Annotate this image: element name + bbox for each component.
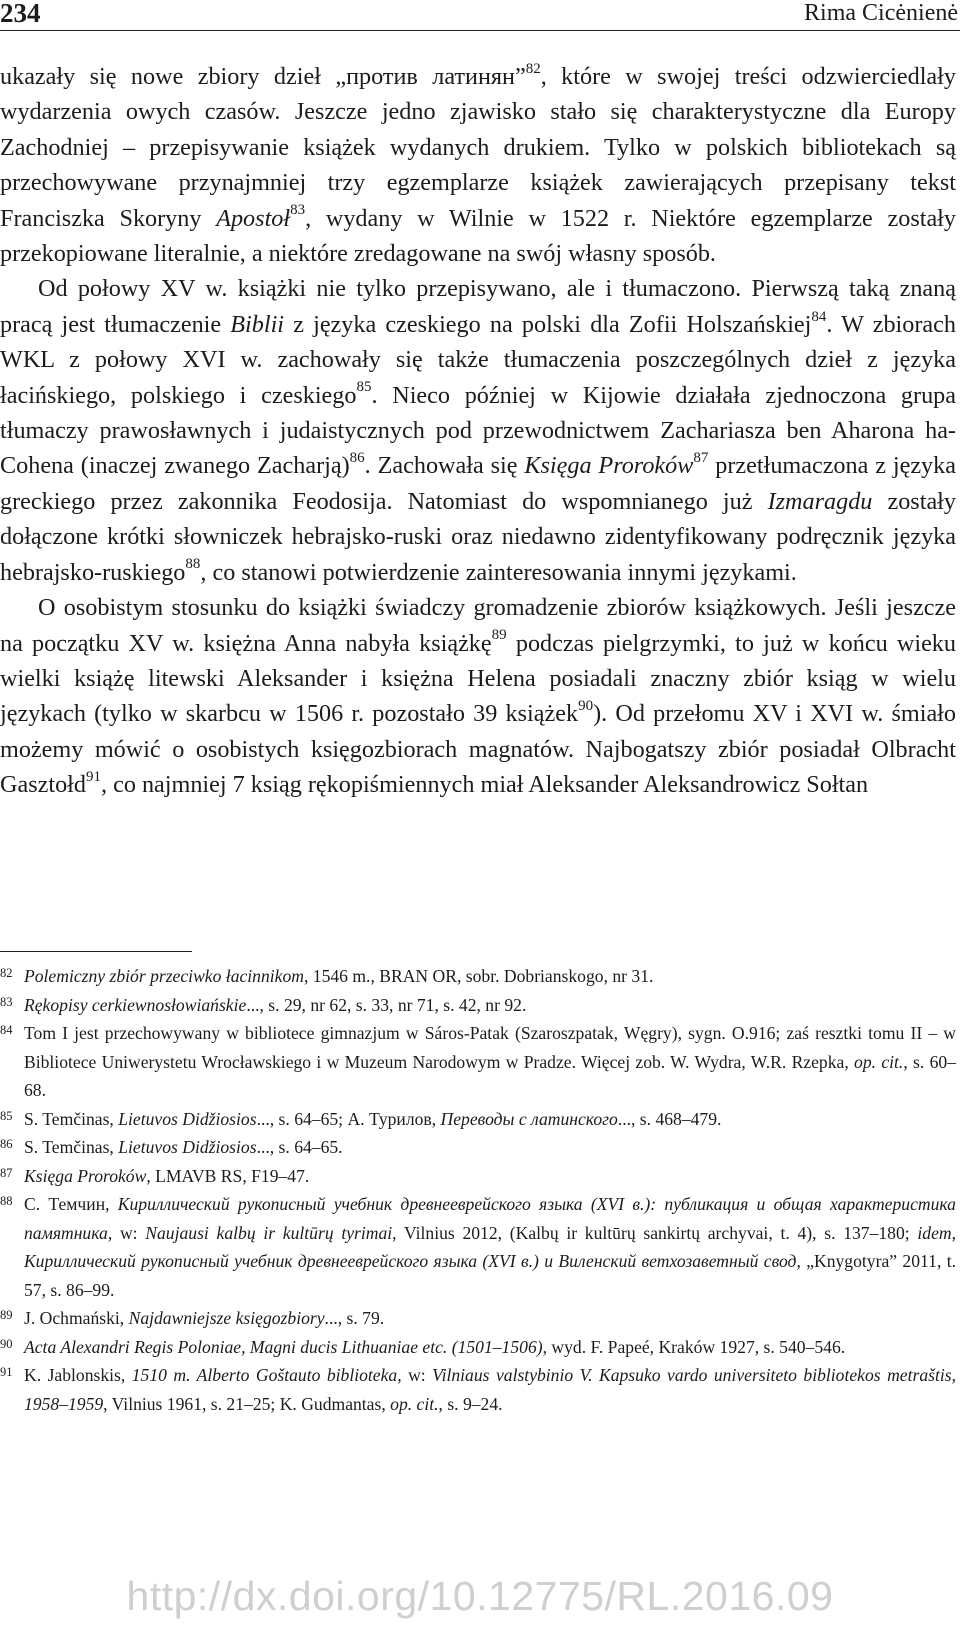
footnote-ref: 88	[185, 556, 201, 573]
text-run: . Nieco później w Kijowie działała zjednoczona grupa tłumaczy prawosławnych i judaistycznych pod przewodnictwem Zachariasza ben Aharona ha-Cohena (inaczej zwanego Zacharją)	[0, 381, 956, 480]
paragraph	[0, 59, 956, 271]
paragraph	[0, 271, 956, 590]
italic-title: op. cit.	[854, 1051, 904, 1072]
italic-title: Rękopisy cerkiewnosłowiańskie	[24, 994, 247, 1015]
text-run: , LMAVB RS, F19–47.	[146, 1165, 310, 1186]
text-run: , „Knygotyra” 2011, t. 57, s. 86–99.	[24, 1251, 956, 1300]
main-text	[0, 59, 956, 803]
footnote-number: 87	[0, 1165, 13, 1180]
doi-watermark[interactable]: http://dx.doi.org/10.12775/RL.2016.09	[126, 1573, 834, 1619]
text-run: Od połowy XV w. książki nie tylko przepisywano, ale i tłumaczono. Pierwszą taką znaną pracą jest tłumaczenie	[0, 275, 956, 338]
text-run: , Vilnius 1961, s. 21–25; K. Gudmantas,	[103, 1393, 391, 1414]
footnote	[0, 962, 956, 991]
text-run: ukazały się nowe zbiory dzieł „против латинян”	[0, 63, 526, 90]
footnote-number: 91	[0, 1365, 13, 1379]
footnote	[0, 1019, 956, 1105]
italic-title: Apostoł	[216, 204, 291, 232]
italic-title: Acta Alexandri Regis Poloniae, Magni ducis Lithuaniae etc. (1501–1506)	[24, 1336, 543, 1357]
text-run: S. Temčinas,	[24, 1108, 119, 1129]
footnote-ref: 83	[290, 202, 306, 219]
text-run: ..., s. 64–65.	[256, 1137, 343, 1157]
text-run: O osobistym stosunku do książki świadczy gromadzenie zbiorów książkowych. Jeśli jeszcze na początku XV w. księżna Anna nabyła książkę	[0, 594, 956, 657]
italic-title: Переводы с латинского	[440, 1108, 618, 1129]
text-run: , co stanowi potwierdzenie zainteresowania innymi językami.	[200, 558, 797, 586]
text-run: ..., s. 79.	[324, 1308, 385, 1328]
page-header	[0, 0, 960, 31]
text-run: z języka czeskiego na polski dla Zofii Holszańskiej	[284, 310, 812, 338]
italic-title: Lietuvos Didžiosios	[118, 1137, 257, 1157]
footnote-number: 84	[0, 1023, 13, 1037]
italic-title: Izmaragdu	[767, 487, 873, 515]
footnote-number: 90	[0, 1336, 13, 1351]
text-run: przetłumaczona z języka greckiego przez zakonnika Feodosija. Natomiast do wspomnianego już	[0, 452, 956, 515]
italic-title: Vilniaus valstybinio V. Kapsuko vardo universiteto bibliotekos metraštis, 1958–1959	[24, 1365, 956, 1414]
text-run: ,	[951, 1222, 956, 1243]
text-run: Tom I jest przechowywany w bibliotece gimnazjum w Sáros-Patak (Szaroszpatak, Węgry), sygn. O.916; zaś resztki tomu II – w Bibliotece Uniwerystetu Wrocławskiego i w Muzeum Narodowym w Pradze. Więcej zob. W. Wydra, W.R. Rzepka,	[24, 1023, 956, 1072]
footnote-ref: 85	[356, 379, 372, 396]
italic-title: Кириллический рукописный учебник древнееврейского языка (XVI в.): публикация и общая характеристика памятника	[24, 1194, 956, 1243]
text-run: S. Temčinas,	[24, 1137, 119, 1157]
italic-title: Biblii	[230, 310, 285, 338]
footnote	[0, 1304, 956, 1333]
footnote-ref: 89	[491, 627, 507, 644]
footnote-separator	[0, 951, 192, 952]
running-head: Rima Cicėnienė	[804, 0, 958, 26]
footnote	[0, 1105, 956, 1134]
text-run: ..., s. 468–479.	[617, 1108, 722, 1129]
text-run: , s. 9–24.	[438, 1393, 503, 1414]
footnote	[0, 1162, 956, 1191]
italic-title: idem	[917, 1222, 952, 1243]
footnote-ref: 82	[525, 60, 541, 77]
footnote	[0, 1361, 956, 1418]
footnote-ref: 87	[693, 450, 709, 467]
text-run: , 1546 m., BRAN OR, sobr. Dobrianskogo, nr 31.	[303, 966, 654, 986]
footnote-number: 86	[0, 1137, 13, 1151]
text-run: zostały dołączone krótki słowniczek hebrajsko-ruski oraz niedawno zidentyfikowany podręcznik języka hebrajsko-ruskiego	[0, 487, 956, 586]
text-run: С. Темчин,	[24, 1194, 118, 1214]
footnote	[0, 1333, 956, 1362]
italic-title: Naujausi kalbų ir kultūrų tyrimai	[145, 1222, 393, 1243]
text-run: , wyd. F. Papeé, Kraków 1927, s. 540–546.	[542, 1336, 846, 1357]
italic-title: Polemiczny zbiór przeciwko łacinnikom	[24, 966, 304, 986]
text-run: podczas pielgrzymki, to już w końcu wieku wielki książę litewski Aleksander i księżna Helena posiadali znaczny zbiór ksiąg w wielu językach (tylko w skarbcu w 1506 r. pozostało 39 książek	[0, 629, 956, 728]
text-run: J. Ochmański,	[24, 1308, 129, 1328]
text-run: , w:	[397, 1365, 433, 1385]
page-number: 234	[0, 0, 41, 28]
text-run: ..., s. 64–65; А. Турилов,	[256, 1108, 441, 1129]
footnote-number: 85	[0, 1108, 13, 1123]
text-run: , które w swojej treści odzwierciedlały wydarzenia owych czasów. Jeszcze jedno zjawisko stało się charakterystyczne dla Europy Zachodniej – przepisywanie książek wydanych drukiem. Tylko w polskich bibliotekach są przechowywane przynajmniej trzy egzemplarze książek zawierających przepisany tekst Franciszka Skoryny	[0, 63, 956, 232]
italic-title: Księga Proroków	[24, 1165, 147, 1186]
text-run: , Vilnius 2012, (Kalbų ir kultūrų sankirtų archyvai, t. 4), s. 137–180;	[392, 1222, 918, 1243]
italic-title: Lietuvos Didžiosios	[118, 1108, 257, 1129]
italic-title: Кириллический рукописный учебник древнееврейского языка (XVI в.) и Виленский ветхозаветный свод	[24, 1251, 797, 1271]
text-run: , s. 60–68.	[24, 1051, 956, 1100]
text-run: K. Jablonskis,	[24, 1365, 132, 1385]
text-run: ). Od przełomu XV i XVI w. śmiało możemy mówić o osobistych księgozbiorach magnatów. Najbogatszy zbiór posiadał Olbracht Gasztołd	[0, 700, 956, 799]
italic-title: Księga Proroków	[524, 452, 694, 480]
italic-title: 1510 m. Alberto Goštauto biblioteka	[131, 1365, 398, 1385]
footnote-ref: 91	[85, 768, 101, 785]
footnote-ref: 86	[349, 450, 365, 467]
footnote-number: 89	[0, 1308, 13, 1322]
text-run: . W zbiorach WKL z połowy XVI w. zachowały się także tłumaczenia poszczególnych dzieł z języka łacińskiego, polskiego i czeskiego	[0, 310, 956, 409]
text-run: , co najmniej 7 ksiąg rękopiśmiennych miał Aleksander Aleksandrowicz Sołtan	[100, 771, 869, 799]
footnote-number: 83	[0, 994, 13, 1009]
text-run: ..., s. 29, nr 62, s. 33, nr 71, s. 42, nr 92.	[246, 994, 527, 1015]
footnote-ref: 90	[578, 698, 594, 714]
paragraph	[0, 590, 956, 802]
footnote	[0, 1190, 956, 1304]
italic-title: Najdawniejsze księgozbiory	[128, 1308, 325, 1328]
footnote-number: 88	[0, 1194, 13, 1208]
text-run: , w:	[107, 1222, 146, 1243]
footnote-number: 82	[0, 966, 13, 980]
footnote	[0, 1133, 956, 1162]
footnote-ref: 84	[811, 308, 827, 325]
text-run: , wydany w Wilnie w 1522 r. Niektóre egzemplarze zostały przekopiowane literalnie, a niektóre zredagowane na swój własny sposób.	[0, 204, 957, 268]
footnote	[0, 991, 956, 1020]
italic-title: op. cit.	[390, 1393, 439, 1414]
text-run: . Zachowała się	[364, 452, 525, 480]
footnotes	[0, 962, 956, 1418]
